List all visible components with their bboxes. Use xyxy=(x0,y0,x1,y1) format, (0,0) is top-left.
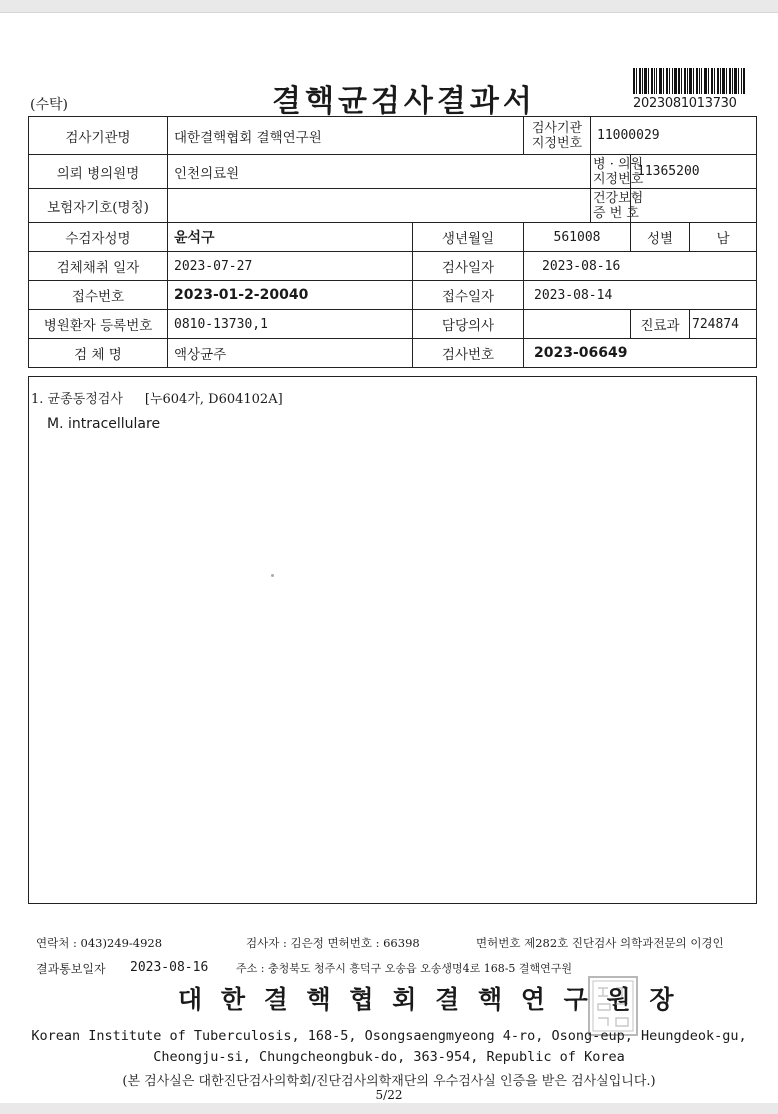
contact-info: 연락처 : 043)249-4928 xyxy=(36,936,163,950)
table-row xyxy=(29,117,757,155)
test-date-label: 검사일자 xyxy=(413,252,524,281)
patient-info-table xyxy=(28,116,757,368)
table-row xyxy=(29,189,757,223)
collect-date-label: 검체채취 일자 xyxy=(29,252,168,281)
result-test-name: 1. 균종동정검사 xyxy=(31,392,123,407)
inst-code-value: 11000029 xyxy=(591,117,757,155)
clinic-code-label: 병 · 의원 지정번호 xyxy=(591,155,631,189)
dept-label: 진료과 xyxy=(631,310,690,339)
scan-speck xyxy=(271,574,274,577)
table-row xyxy=(29,310,757,339)
test-no-label: 검사번호 xyxy=(413,339,524,368)
institute-head-name: 대 한 결 핵 협 회 결 핵 연 구 원 장 xyxy=(178,985,679,1014)
table-row xyxy=(29,281,757,310)
health-ins-value xyxy=(631,189,757,223)
result-test-code: [누604가, D604102A] xyxy=(144,392,283,407)
viewer-bottom-bar xyxy=(0,1103,778,1114)
address-info: 주소 : 충청북도 청주시 흥덕구 오송읍 오송생명4로 168-5 결핵연구원 xyxy=(236,962,573,975)
hospital-reg-label: 병원환자 등록번호 xyxy=(29,310,168,339)
result-item-title xyxy=(31,388,283,407)
table-row xyxy=(29,223,757,252)
receipt-date-value: 2023-08-14 xyxy=(524,281,757,310)
receipt-no-value: 2023-01-2-20040 xyxy=(168,281,413,310)
test-no-value: 2023-06649 xyxy=(524,339,757,368)
patient-name-value: 윤석구 xyxy=(168,223,413,252)
doctor-label: 담당의사 xyxy=(413,310,524,339)
clinic-code-value: 11365200 xyxy=(631,155,757,189)
hospital-reg-value: 0810-13730,1 xyxy=(168,310,413,339)
specimen-label: 검 체 명 xyxy=(29,339,168,368)
insured-value xyxy=(168,189,591,223)
certification-note: (본 검사실은 대한진단검사의학회/진단검사의학재단의 우수검사실 인증을 받은 검사실입니다.) xyxy=(122,1074,656,1089)
receipt-no-label: 접수번호 xyxy=(29,281,168,310)
sex-label: 성별 xyxy=(631,223,690,252)
table-row xyxy=(29,339,757,368)
institution-label: 검사기관명 xyxy=(29,117,168,155)
dept-value: 724874 xyxy=(690,310,757,339)
patient-name-label: 수검자성명 xyxy=(29,223,168,252)
table-row xyxy=(29,155,757,189)
birth-value: 561008 xyxy=(524,223,631,252)
sex-value: 남 xyxy=(690,223,757,252)
tester-info: 검사자 : 김은정 면허번호 : 66398 xyxy=(246,936,420,950)
page-number: 5/22 xyxy=(375,1088,403,1102)
table-row xyxy=(29,252,757,281)
notify-date-value: 2023-08-16 xyxy=(130,960,209,975)
notify-date-label: 결과통보일자 xyxy=(36,962,106,976)
institution-value: 대한결핵협회 결핵연구원 xyxy=(168,117,524,155)
specimen-value: 액상균주 xyxy=(168,339,413,368)
viewer-top-bar xyxy=(0,0,778,13)
test-date-value: 2023-08-16 xyxy=(524,252,757,281)
document-title: 결핵균검사결과서 xyxy=(272,84,536,119)
result-box xyxy=(28,376,757,904)
birth-label: 생년월일 xyxy=(413,223,524,252)
english-address-line-2: Cheongju-si, Chungcheongbuk-do, 363-954, Republic of Korea xyxy=(153,1049,625,1065)
collect-date-value: 2023-07-27 xyxy=(168,252,413,281)
referring-label: 의뢰 병의원명 xyxy=(29,155,168,189)
specialist-info: 면허번호 제282호 진단검사 의학과전문의 이경인 xyxy=(476,936,724,950)
consignment-label: (수탁) xyxy=(30,97,68,113)
receipt-date-label: 접수일자 xyxy=(413,281,524,310)
result-organism: M. intracellulare xyxy=(47,416,161,432)
doctor-value xyxy=(524,310,631,339)
barcode-number: 2023081013730 xyxy=(633,96,737,111)
barcode-graphic xyxy=(633,68,745,94)
health-ins-label: 건강보험 증 번 호 xyxy=(591,189,631,223)
insured-label: 보험자기호(명칭) xyxy=(29,189,168,223)
english-address-line-1: Korean Institute of Tuberculosis, 168-5, Osongsaengmyeong 4-ro, Osong-eup, Heungdeok-gu, xyxy=(31,1028,747,1044)
inst-code-label: 검사기관 지정번호 xyxy=(524,117,591,155)
referring-value: 인천의료원 xyxy=(168,155,591,189)
